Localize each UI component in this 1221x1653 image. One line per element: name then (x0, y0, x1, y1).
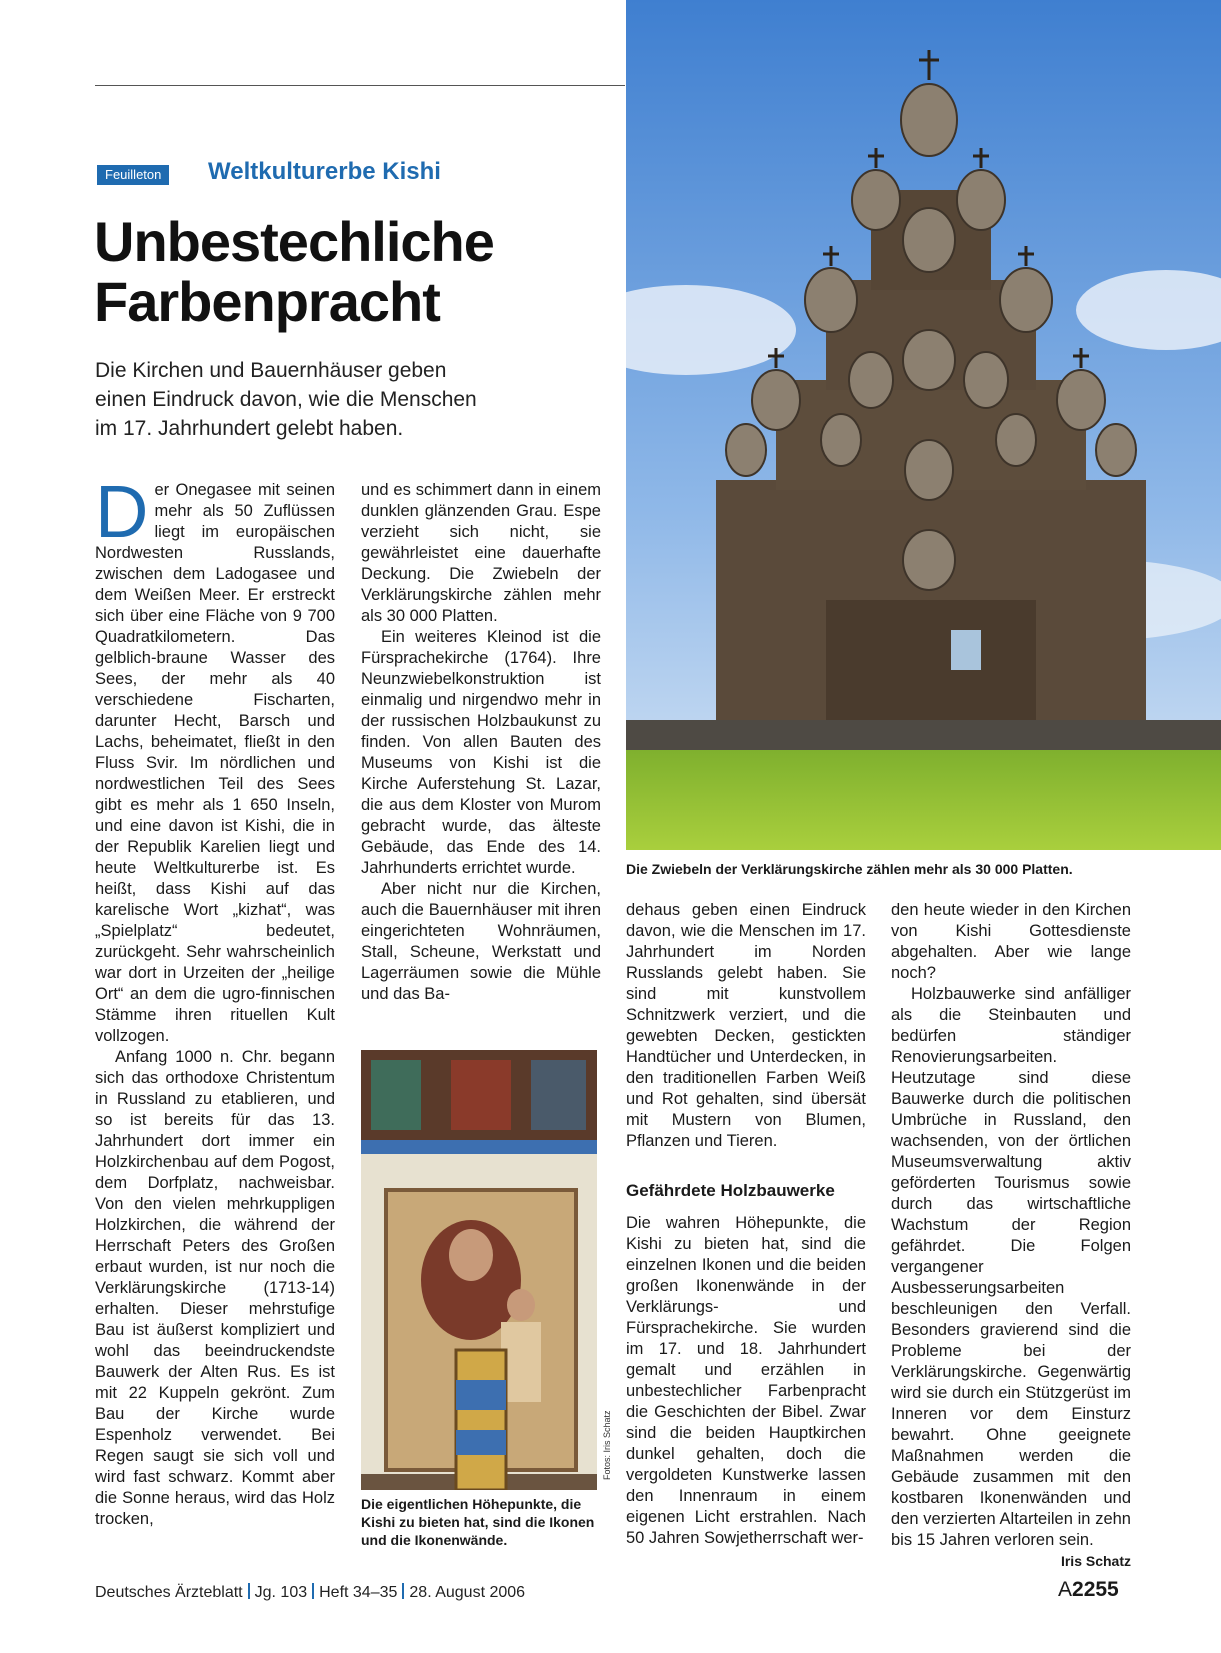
kicker: Weltkulturerbe Kishi (208, 158, 441, 185)
title-line-1: Unbestechliche (94, 210, 494, 273)
issue: Heft 34–35 (319, 1584, 398, 1601)
rubric-badge: Feuilleton (97, 165, 169, 185)
page-number-value: 2255 (1072, 1578, 1119, 1601)
article-title (94, 212, 494, 332)
drop-cap: D (95, 470, 149, 553)
author-name: Iris Schatz (1060, 1553, 1131, 1569)
page-prefix: A (1058, 1578, 1073, 1601)
issue-date: 28. August 2006 (409, 1584, 526, 1601)
church-photo-caption: Die Zwiebeln der Verklärungskirche zählen mehr als 30 000 Platten. (626, 861, 1073, 877)
paragraph-text: er Onegasee mit seinen mehr als 50 Zuflüssen liegt im europäischen Nordwesten Russlands, zwischen dem Ladogasee und dem Weißen Meer. Er erstreckt sich über eine Fläche von 9 700 Quadratkilometern. Das gelblich-braune Wasser des Sees, der mehr als 40 verschiedene Fischarten, darunter Hecht, Barsch und Lachs, beheimatet, fließt in den Fluss Svir. Im nördlichen und nordwestlichen Teil des Sees gibt es mehr als 1 650 Inseln, und eine davon ist Kishi, die in der Republik Karelien liegt und heute Weltkulturerbe ist. Es heißt, dass Kishi auf das karelische Wort „kizhat“, was „Spielplatz“ bedeutet, zurückgeht. Sehr wahrscheinlich war dort in Urzeiten der „heilige Ort“ an dem die ugro-finnischen Stämme ihren rituellen Kult vollzogen. (95, 481, 335, 1045)
church-photo (626, 0, 1221, 850)
paragraph: Ein weiteres Kleinod ist die Fürsprachekirche (1764). Ihre Neunzwiebelkonstruktion ist einmalig und nirgendwo mehr in der russischen Holzbaukunst zu finden. Von allen Bauten des Museums von Kishi ist die Kirche Auferstehung St. Lazar, die aus dem Kloster von Murom gebracht wurde, das älteste Gebäude, das Ende des 14. Jahrhunderts errichtet wurde. (361, 628, 601, 877)
title-line-2: Farbenpracht (94, 270, 440, 333)
paragraph: den heute wieder in den Kirchen von Kishi Gottesdienste abgehalten. Aber wie lange noch? (891, 901, 1131, 982)
lead-line: einen Eindruck davon, wie die Menschen (95, 388, 477, 411)
article-column-2 (361, 480, 601, 1005)
footer-separator (312, 1583, 314, 1599)
icon-photo-caption: Die eigentlichen Höhepunkte, die Kishi zu bieten hat, sind die Ikonen und die Ikonenwände. (361, 1496, 595, 1548)
top-rule (95, 85, 625, 86)
footer-separator (402, 1583, 404, 1599)
paragraph (891, 984, 1131, 1569)
lead-paragraph (95, 356, 525, 443)
article-column-3 (626, 900, 866, 1549)
paragraph-text: Holzbauwerke sind anfälliger als die Steinbauten und bedürfen ständiger Renovierungsarbeiten. Heutzutage sind diese Bauwerke durch die politischen Umbrüche in Russland, den wachsenden, von der örtlichen Museumsverwaltung aktiv geförderten Tourismus sowie durch das wirtschaftliche Wachstum der Region gefährdet. Die Folgen vergangener Ausbesserungsarbeiten beschleunigen den Verfall. Besonders gravierend sind die Probleme bei der Verklärungskirche. Gegenwärtig wird sie durch ein Stützgerüst im Inneren vor dem Einsturz bewahrt. Ohne geeignete Maßnahmen werden die Gebäude zusammen mit den kostbaren Ikonenwänden und den verzierten Altarteilen in zehn bis 15 Jahren verloren sein. (891, 985, 1131, 1549)
lead-line: im 17. Jahrhundert gelebt haben. (95, 417, 404, 440)
footer (95, 1583, 525, 1602)
article-column-1 (95, 470, 335, 1530)
volume: Jg. 103 (254, 1584, 308, 1601)
paragraph: Anfang 1000 n. Chr. begann sich das orthodoxe Christentum in Russland zu etablieren, und so ist bereits für das 13. Jahrhundert dort immer ein Holzkirchenbau auf dem Pogost, dem Dorfplatz, nachweisbar. Von den vielen mehrkuppligen Holzkirchen, die während der Herrschaft Peters des Großen erbaut wurden, ist nur noch die Verklärungskirche (1713-14) erhalten. Dieser mehrstufige Bau ist äußerst kompliziert und wohl das beeindruckendste Bauwerk der Alten Rus. Es ist mit 22 Kuppeln gekrönt. Zum Bau der Kirche wurde Espenholz verwendet. Bei Regen saugt sie sich voll und wird fast schwarz. Kommt aber die Sonne heraus, wird das Holz trocken, (95, 1048, 335, 1528)
icon-photo (361, 1050, 597, 1490)
photo-credit: Fotos: Iris Schatz (602, 1410, 612, 1480)
footer-separator (248, 1583, 250, 1599)
page-number (1058, 1578, 1119, 1602)
article-column-4 (891, 900, 1131, 1572)
lead-line: Die Kirchen und Bauernhäuser geben (95, 359, 447, 382)
paragraph (95, 470, 335, 1047)
subheading: Gefährdete Holzbauwerke (626, 1181, 835, 1200)
icon-photo-graphic (361, 1050, 597, 1490)
paragraph: Aber nicht nur die Kirchen, auch die Bauernhäuser mit ihren eingerichteten Wohnräumen, Stall, Scheune, Werkstatt und Lagerräumen sowie die Mühle und das Ba- (361, 880, 601, 1003)
paragraph: Die wahren Höhepunkte, die Kishi zu bieten hat, sind die einzelnen Ikonen und die beiden großen Ikonenwände in der Verklärungs- und Fürsprachekirche. Sie wurden im 17. und 18. Jahrhundert gemalt und erzählen in unbestechlicher Farbenpracht die Geschichten der Bibel. Zwar sind die beiden Hauptkirchen dunkel gehalten, doch die vergoldeten Kunstwerke lassen den Innenraum in einem eigenen Licht erstrahlen. Nach 50 Jahren Sowjetherrschaft wer- (626, 1214, 866, 1547)
paragraph: dehaus geben einen Eindruck davon, wie die Menschen im 17. Jahrhundert im Norden Russlands gelebt haben. Sie sind mit kunstvollem Schnitzwerk verziert, und die gewebten Decken, gestickten Handtücher und Unterdecken, in den traditionellen Farben Weiß und Rot gehalten, sind übersät mit Mustern von Blumen, Pflanzen und Tieren. (626, 901, 866, 1150)
paragraph: und es schimmert dann in einem dunklen glänzenden Grau. Espe verzieht sich nicht, sie gewährleistet eine dauerhafte Deckung. Die Zwiebeln der Verklärungskirche zählen mehr als 30 000 Platten. (361, 481, 601, 625)
journal-name: Deutsches Ärzteblatt (95, 1584, 243, 1601)
church-photo-graphic (626, 0, 1221, 850)
